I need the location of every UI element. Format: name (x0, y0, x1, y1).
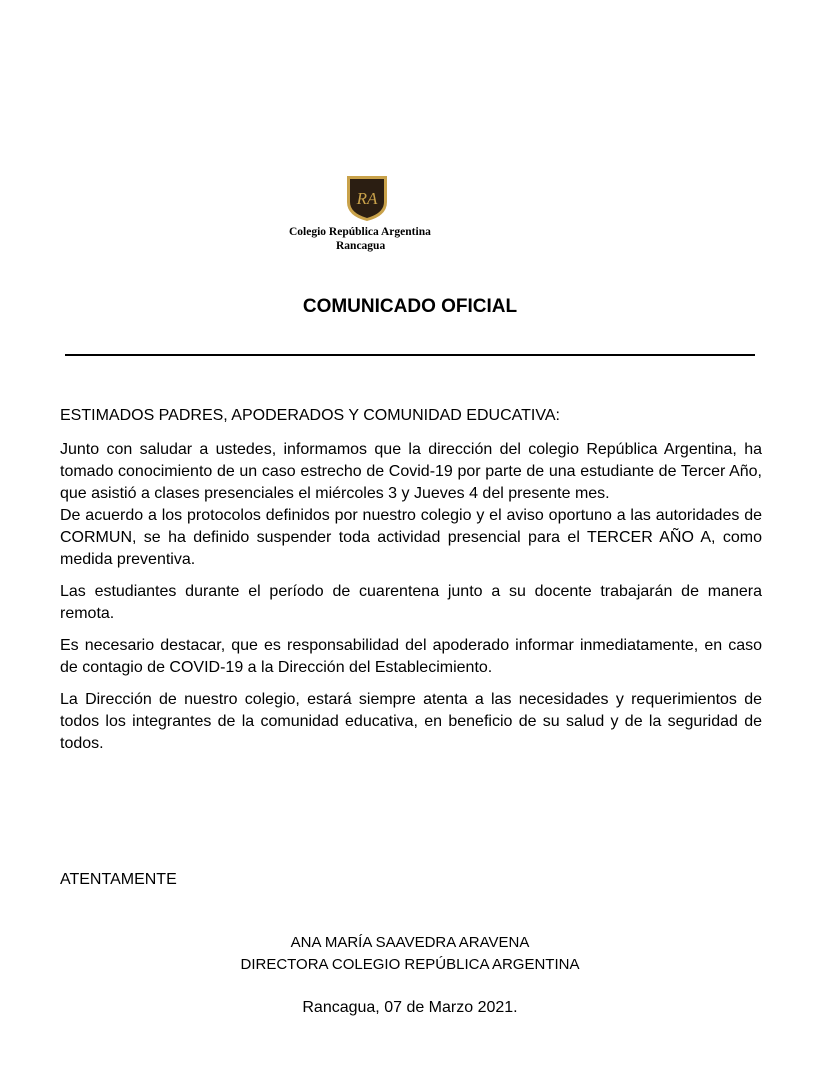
signature-role: DIRECTORA COLEGIO REPÚBLICA ARGENTINA (240, 956, 580, 973)
school-name: Colegio República Argentina (289, 226, 431, 238)
signature-name: ANA MARÍA SAAVEDRA ARAVENA (290, 934, 530, 951)
closing: ATENTAMENTE (60, 871, 177, 888)
document-title: COMUNICADO OFICIAL (302, 296, 518, 317)
paragraph: Es necesario destacar, que es responsabilidad del apoderado informar inmediatamente, en caso de contagio de COVID-19 a la Dirección del Establecimiento. (60, 637, 762, 676)
paragraph: De acuerdo a los protocolos definidos por nuestro colegio y el aviso oportuno a las autoridades de CORMUN, se ha definido suspender toda actividad presencial para el TERCER AÑO A, como medida preventiva. (60, 507, 762, 568)
paragraph: La Dirección de nuestro colegio, estará siempre atenta a las necesidades y requerimientos de todos los integrantes de la comunidad educativa, en beneficio de su salud y de la seguridad de todos. (60, 691, 762, 752)
school-city: Rancagua (336, 240, 386, 252)
title-underline (65, 354, 755, 356)
greeting: ESTIMADOS PADRES, APODERADOS Y COMUNIDAD EDUCATIVA: (60, 407, 560, 424)
date-line: Rancagua, 07 de Marzo 2021. (302, 999, 518, 1016)
paragraph: Las estudiantes durante el período de cuarentena junto a su docente trabajarán de manera remota. (60, 583, 762, 622)
paragraph: Junto con saludar a ustedes, informamos que la dirección del colegio República Argentina, ha tomado conocimiento de un caso estrecho de Covid-19 por parte de una estudiante de Tercer Año, que asistió a clases presenciales el miércoles 3 y Jueves 4 del presente mes. (60, 441, 762, 502)
school-logo (345, 174, 389, 222)
logo-monogram: RA (356, 189, 378, 208)
body-text (60, 439, 762, 755)
